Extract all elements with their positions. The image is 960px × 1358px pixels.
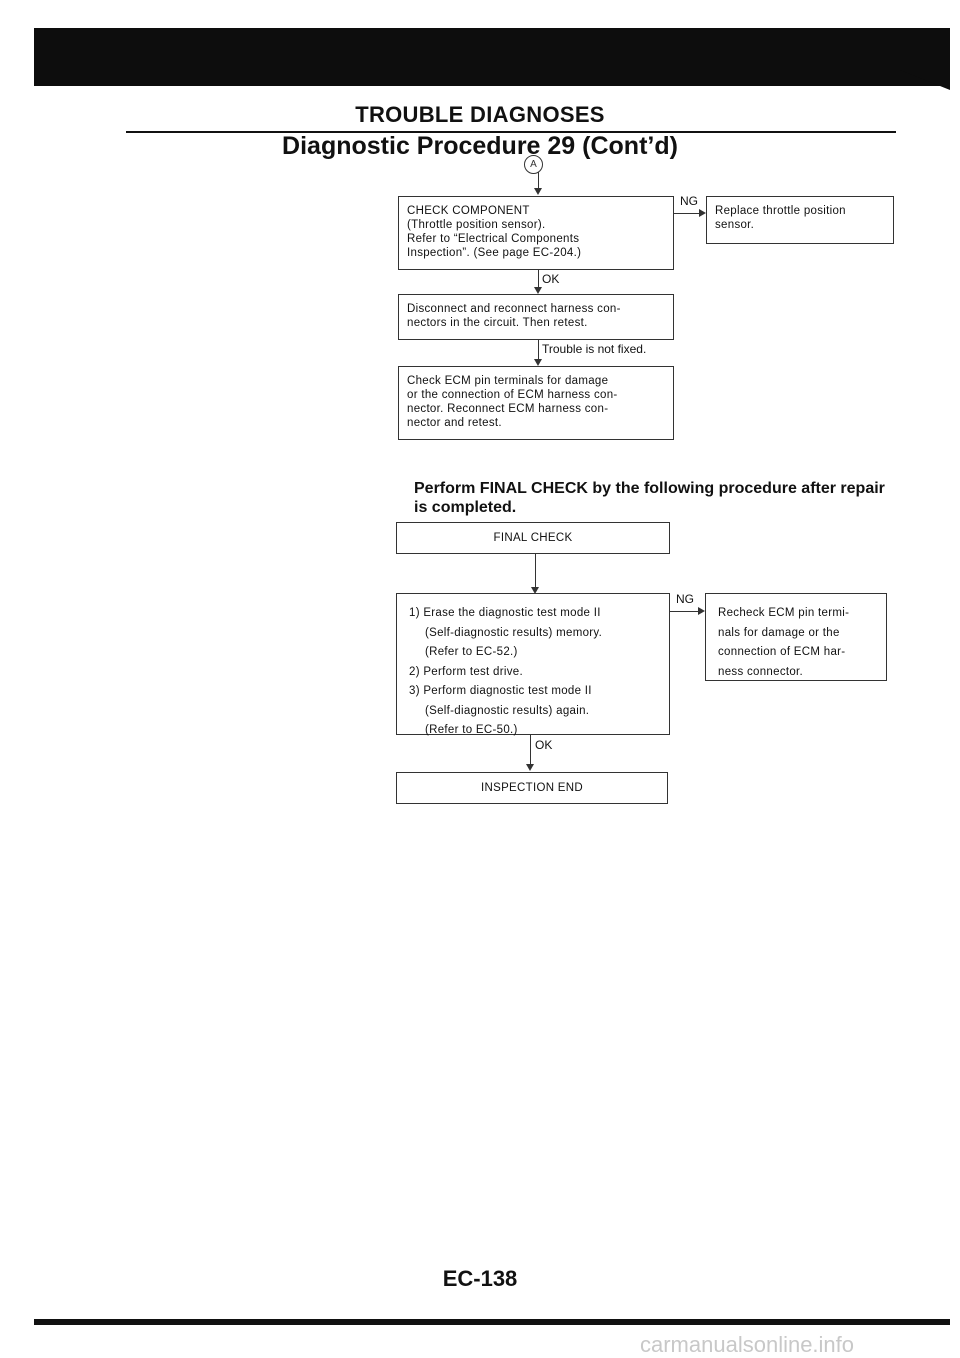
step-number: 3) <box>409 685 420 697</box>
final-check-title-box <box>396 522 670 554</box>
box-line: Check ECM pin terminals for damage <box>407 375 609 387</box>
box-line: Inspection”. (See page EC-204.) <box>407 247 582 259</box>
ng-label: NG <box>676 592 694 606</box>
connector-marker: A <box>524 155 543 174</box>
box-line: nectors in the circuit. Then retest. <box>407 317 588 329</box>
step-item <box>409 604 657 624</box>
step-number: 2) <box>409 665 420 678</box>
disconnect-reconnect-box <box>398 294 674 340</box>
instruction-line: is completed. <box>414 499 517 516</box>
inspection-end-label: INSPECTION END <box>481 782 583 794</box>
box-line: or the connection of ECM harness con- <box>407 389 618 401</box>
final-check-steps-box <box>396 593 670 735</box>
box-line: Replace throttle position <box>715 205 846 217</box>
connector-line <box>530 735 531 767</box>
trouble-not-fixed-label: Trouble is not fixed. <box>542 342 647 356</box>
watermark: carmanualsonline.info <box>640 1332 855 1357</box>
box-line: sensor. <box>715 219 755 231</box>
step-text: (Self-diagnostic results) memory. <box>425 626 603 639</box>
instruction-line: Perform FINAL CHECK by the following procedure after repair <box>414 480 885 497</box>
ok-label: OK <box>535 738 553 752</box>
replace-sensor-box <box>706 196 894 244</box>
final-check-instruction <box>414 479 914 517</box>
step-text: (Self-diagnostic results) again. <box>425 704 590 717</box>
step-item <box>409 682 657 702</box>
box-line: connection of ECM har- <box>718 646 846 658</box>
ok-label: OK <box>542 272 560 286</box>
recheck-ecm-box <box>705 593 887 681</box>
final-check-title: FINAL CHECK <box>493 532 573 544</box>
step-text: Perform test drive. <box>423 665 523 678</box>
page-number: EC-138 <box>442 1266 518 1291</box>
connector-line <box>535 554 536 590</box>
check-ecm-box <box>398 366 674 440</box>
box-line: nector. Reconnect ECM harness con- <box>407 403 609 415</box>
top-header-bar <box>34 28 950 86</box>
box-line: (Throttle position sensor). <box>407 219 546 231</box>
section-title: TROUBLE DIAGNOSES <box>355 102 605 127</box>
arrow-right-icon <box>698 607 705 615</box>
step-text: Perform diagnostic test mode II <box>423 685 592 697</box>
arrow-down-icon <box>534 359 542 366</box>
arrow-right-icon <box>699 209 706 217</box>
inspection-end-box <box>396 772 668 804</box>
procedure-title: Diagnostic Procedure 29 (Cont’d) <box>282 132 678 160</box>
box-line: ness connector. <box>718 665 804 678</box>
box-line: nector and retest. <box>407 417 502 429</box>
bottom-bar <box>34 1319 950 1325</box>
ng-label: NG <box>680 194 698 208</box>
check-component-box <box>398 196 674 270</box>
arrow-down-icon <box>534 287 542 294</box>
box-line: Disconnect and reconnect harness con- <box>407 303 621 315</box>
arrow-down-icon <box>534 188 542 195</box>
box-line: CHECK COMPONENT <box>407 205 530 217</box>
step-number: 1) <box>409 607 420 619</box>
step-text: (Refer to EC-50.) <box>425 724 518 736</box>
ng-connector-line <box>670 611 699 612</box>
ng-connector-line <box>674 213 700 214</box>
step-item <box>409 663 657 683</box>
box-line: nals for damage or the <box>718 626 840 639</box>
arrow-down-icon <box>526 764 534 771</box>
step-text: Erase the diagnostic test mode II <box>423 607 601 619</box>
step-text: (Refer to EC-52.) <box>425 646 518 658</box>
box-line: Refer to “Electrical Components <box>407 233 580 245</box>
box-line: Recheck ECM pin termi- <box>718 607 850 619</box>
connector-line <box>538 172 539 189</box>
